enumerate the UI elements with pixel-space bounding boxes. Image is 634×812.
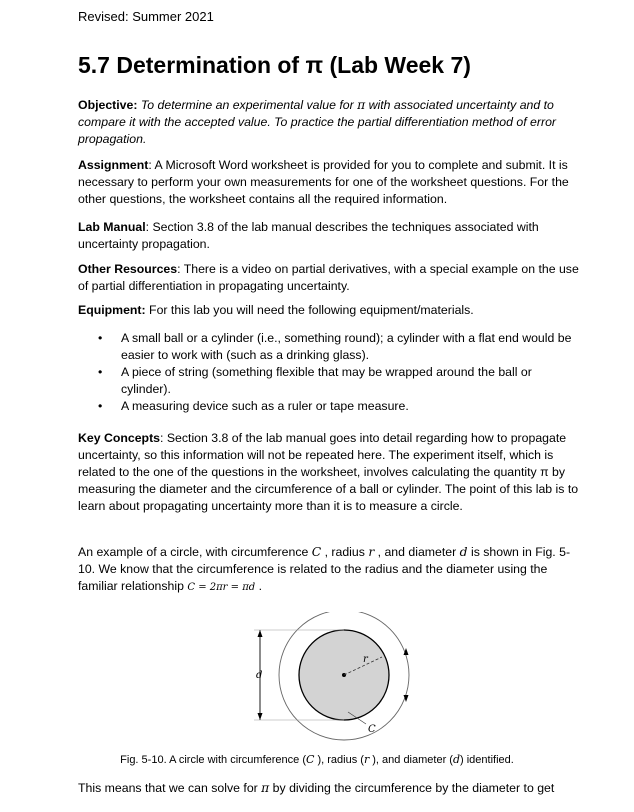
- equipment-label: Equipment:: [78, 303, 146, 317]
- circumference-equation: C = 2πr = πd: [187, 582, 256, 593]
- example-d: d: [459, 545, 468, 559]
- closing-pi: π: [261, 781, 270, 795]
- example-paragraph: [78, 544, 584, 596]
- list-item: • A piece of string (something flexible that may be wrapped around the ball or cylinder).: [78, 364, 584, 398]
- closing-paragraph: [78, 780, 584, 797]
- diameter-arrow-top: [258, 630, 263, 637]
- list-item: • A small ball or a cylinder (i.e., something round); a cylinder with a flat end would be easier to work with (such as a drinking glass).: [78, 330, 584, 364]
- caption-text-1: Fig. 5-10. A circle with circumference (: [120, 754, 306, 766]
- caption-text-3: ), and diameter (: [369, 754, 453, 766]
- equipment-text: For this lab you will need the following equipment/materials.: [145, 303, 474, 317]
- lab-manual-paragraph: [78, 219, 584, 253]
- key-concepts-paragraph: [78, 430, 584, 515]
- page-title: 5.7 Determination of π (Lab Week 7): [78, 52, 471, 78]
- closing-text-1: This means that we can solve for: [78, 781, 262, 795]
- revised-date: Revised: Summer 2021: [78, 9, 214, 24]
- closing-text-2: by dividing the circumference by the diameter to get: [269, 781, 555, 795]
- lab-manual-label: Lab Manual: [78, 220, 146, 234]
- key-concepts-label: Key Concepts: [78, 431, 161, 445]
- equipment-paragraph: [78, 302, 584, 319]
- caption-text-4: ) identified.: [460, 754, 514, 766]
- key-concepts-text-post: by measuring the diameter and the circumference of a ball or cylinder. The point of this lab is to learn about propagating uncertainty more than it is to measure a circle.: [78, 465, 579, 513]
- label-d: d: [256, 670, 263, 681]
- key-concepts-text-pre: : Section 3.8 of the lab manual goes into detail regarding how to propagate uncertainty, so this information will not be repeated here. The experiment itself, which is related to the one of the questions in the worksheet, involves calculating the quantity: [78, 431, 567, 479]
- objective-pi: π: [357, 98, 366, 112]
- caption-c: C: [306, 753, 315, 766]
- example-text-2: , radius: [321, 545, 369, 559]
- example-text-5: .: [255, 579, 263, 593]
- lab-manual-text: : Section 3.8 of the lab manual describes the techniques associated with uncertainty propagation.: [78, 220, 539, 251]
- caption-d: d: [452, 753, 461, 766]
- list-item: • A measuring device such as a ruler or tape measure.: [78, 398, 584, 415]
- label-r: r: [363, 654, 368, 665]
- caption-text-2: ), radius (: [314, 754, 364, 766]
- other-resources-text: : There is a video on partial derivatives, with a special example on the use of partial differentiation in propagating uncertainty.: [78, 262, 579, 293]
- other-resources-label: Other Resources: [78, 262, 178, 276]
- assignment-paragraph: [78, 157, 584, 208]
- example-text-4: is shown in Fig. 5-10. We know that the circumference is related to the radius and the diameter using the familiar relationship: [78, 545, 571, 593]
- figure-caption: [0, 753, 634, 766]
- example-text-3: , and diameter: [374, 545, 460, 559]
- objective-text-post: with associated uncertainty and to compare it with the accepted value. To practice the partial differentiation method of error propagation.: [78, 98, 557, 146]
- example-r: r: [368, 545, 375, 559]
- objective-text-pre: To determine an experimental value for: [137, 98, 358, 112]
- key-concepts-pi: π: [540, 465, 549, 479]
- equipment-list: [78, 330, 584, 415]
- example-c: C: [311, 545, 322, 559]
- label-c: C: [368, 724, 376, 735]
- example-text-1: An example of a circle, with circumference: [78, 545, 312, 559]
- assignment-text: : A Microsoft Word worksheet is provided for you to complete and submit. It is necessary to perform your own measurements for one of the worksheet questions. For the other questions, the worksheet contains all the required information.: [78, 158, 569, 206]
- assignment-label: Assignment: [78, 158, 149, 172]
- diameter-arrow-bottom: [258, 713, 263, 720]
- objective-label: Objective:: [78, 98, 138, 112]
- other-resources-paragraph: [78, 261, 584, 295]
- objective-paragraph: [78, 97, 584, 148]
- circle-figure: [230, 612, 420, 742]
- caption-r: r: [363, 753, 370, 766]
